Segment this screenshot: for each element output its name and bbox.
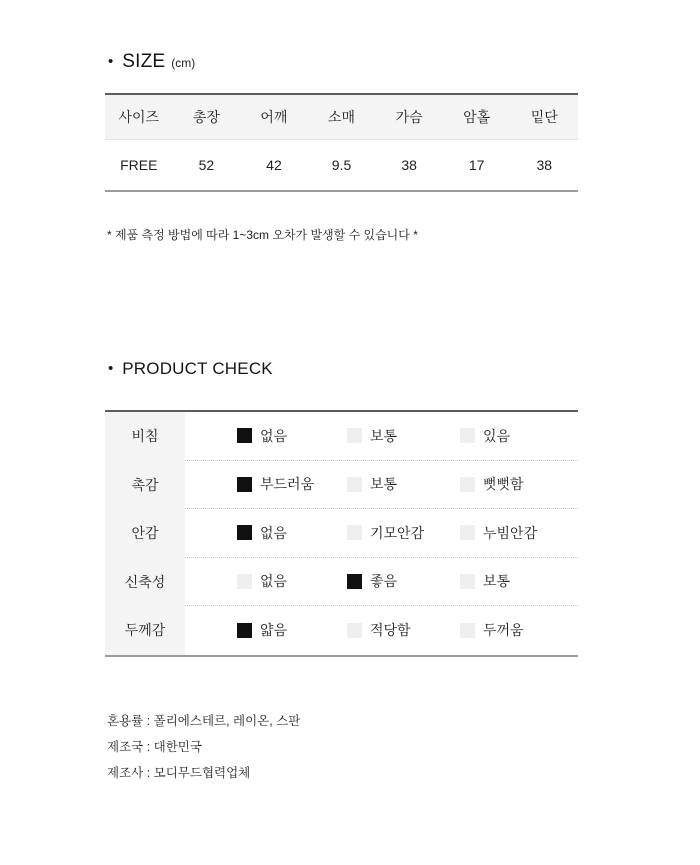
check-option-label: 보통 <box>370 427 398 444</box>
check-row-options <box>185 606 578 655</box>
size-cell: 38 <box>536 157 553 173</box>
size-cell: 9.5 <box>331 157 352 173</box>
product-check-row <box>105 412 578 461</box>
size-title-unit: (cm) <box>171 56 196 70</box>
check-option-label: 없음 <box>260 524 288 541</box>
size-cell: 42 <box>266 157 282 173</box>
size-table <box>105 93 578 192</box>
check-option <box>347 620 460 640</box>
check-option-label: 없음 <box>260 573 288 590</box>
size-col-header: 암홀 <box>463 109 491 125</box>
product-info <box>107 708 300 786</box>
size-cell: 17 <box>468 157 485 173</box>
checkbox-square-icon <box>347 574 362 589</box>
country-of-origin-line: 제조국 : 대한민국 <box>107 740 202 754</box>
check-option <box>347 571 460 591</box>
checkbox-square-icon <box>237 428 252 443</box>
check-row-options <box>185 558 578 607</box>
check-option-label: 두꺼움 <box>483 622 524 639</box>
product-check-table <box>105 410 578 657</box>
check-option <box>460 474 578 494</box>
check-option-label: 보통 <box>370 476 398 493</box>
checkbox-square-icon <box>237 477 252 492</box>
size-cell: FREE <box>120 157 158 173</box>
product-check-row <box>105 509 578 558</box>
check-row-label: 촉감 <box>105 461 185 510</box>
checkbox-square-icon <box>460 525 475 540</box>
check-option-label: 뻣뻣함 <box>483 476 524 493</box>
size-col-header: 사이즈 <box>118 109 160 125</box>
check-option <box>237 523 347 543</box>
check-option <box>347 474 460 494</box>
size-title-text: SIZE <box>122 51 166 72</box>
check-row-label: 안감 <box>105 509 185 558</box>
check-option <box>237 620 347 640</box>
check-option-label: 없음 <box>260 427 288 444</box>
checkbox-square-icon <box>347 525 362 540</box>
check-option-label: 부드러움 <box>260 476 315 493</box>
size-cell: 38 <box>401 157 417 173</box>
manufacturer-line: 제조사 : 모디무드협력업체 <box>107 766 251 780</box>
check-option-label: 기모안감 <box>370 524 425 541</box>
check-option <box>460 426 578 446</box>
size-col-header: 밑단 <box>530 109 558 125</box>
check-option <box>237 571 347 591</box>
product-check-row <box>105 558 578 607</box>
checkbox-square-icon <box>460 574 475 589</box>
product-check-row <box>105 606 578 655</box>
check-option-label: 좋음 <box>370 573 398 590</box>
bullet-icon: • <box>108 53 114 70</box>
check-row-label: 두께감 <box>105 606 185 655</box>
check-option <box>237 474 347 494</box>
size-section-title <box>108 51 195 73</box>
check-option <box>460 571 578 591</box>
checkbox-square-icon <box>347 428 362 443</box>
size-col-header: 가슴 <box>395 109 423 125</box>
product-check-row <box>105 461 578 510</box>
checkbox-square-icon <box>347 477 362 492</box>
bullet-icon: • <box>108 360 114 377</box>
checkbox-square-icon <box>460 477 475 492</box>
check-option <box>347 523 460 543</box>
size-col-header: 소매 <box>327 109 356 125</box>
checkbox-square-icon <box>237 525 252 540</box>
fabric-blend-line: 혼용률 : 폴리에스테르, 레이온, 스판 <box>107 714 301 728</box>
size-table-header-row <box>105 95 578 140</box>
size-table-data-row <box>105 140 578 190</box>
product-check-title-text: PRODUCT CHECK <box>122 359 273 378</box>
check-row-label: 신축성 <box>105 558 185 607</box>
check-row-options <box>185 412 578 461</box>
size-col-header: 총장 <box>192 109 220 125</box>
checkbox-square-icon <box>237 623 252 638</box>
check-option-label: 얇음 <box>260 622 288 639</box>
check-option-label: 누빔안감 <box>483 524 538 541</box>
check-row-label: 비침 <box>105 412 185 461</box>
checkbox-square-icon <box>237 574 252 589</box>
check-option-label: 보통 <box>483 573 511 590</box>
size-col-header: 어깨 <box>260 109 288 125</box>
check-option <box>460 620 578 640</box>
check-option-label: 적당함 <box>370 622 411 639</box>
size-cell: 52 <box>198 157 215 173</box>
checkbox-square-icon <box>460 623 475 638</box>
checkbox-square-icon <box>347 623 362 638</box>
check-row-options <box>185 509 578 558</box>
check-option <box>237 426 347 446</box>
check-option <box>460 523 578 543</box>
size-measurement-note: * 제품 측정 방법에 따라 1~3cm 오차가 발생할 수 있습니다 * <box>107 228 418 242</box>
check-option <box>347 426 460 446</box>
check-option-label: 있음 <box>483 427 511 444</box>
product-check-section-title <box>108 359 273 379</box>
check-row-options <box>185 461 578 510</box>
checkbox-square-icon <box>460 428 475 443</box>
